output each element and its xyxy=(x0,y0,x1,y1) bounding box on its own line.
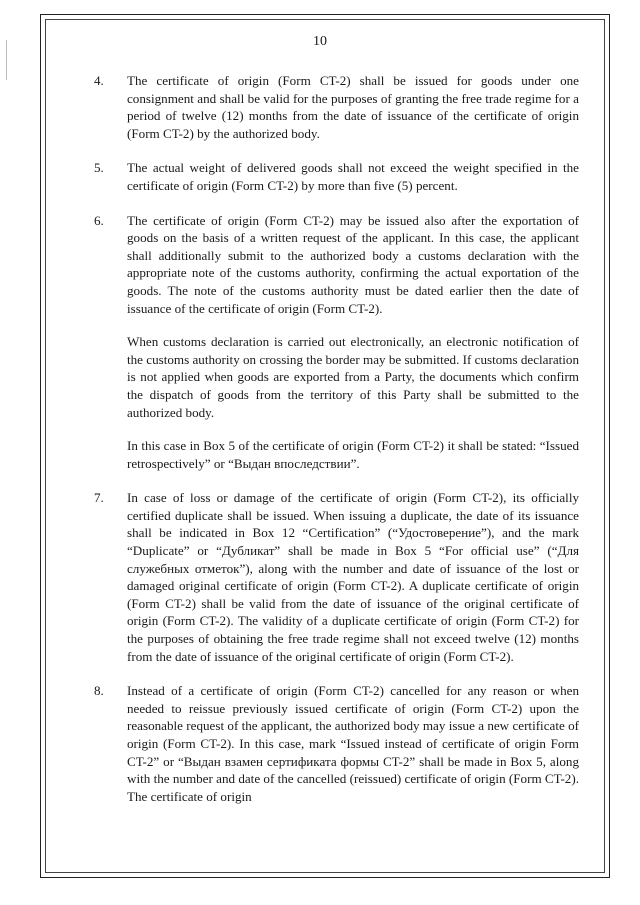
clause-number: 4. xyxy=(94,73,104,88)
clause-number: 8. xyxy=(94,683,104,699)
clause-7 xyxy=(94,489,579,665)
clause-number: 7. xyxy=(94,490,104,506)
clause-8 xyxy=(94,682,579,805)
clause-4 xyxy=(94,72,579,142)
clause-paragraph: Instead of a certificate of origin (Form CT-2) cancelled for any reason or when needed to reissue previously issued certificate of origin (Form CT-2) upon the reasonable request of the applicant, the authorized body may issue a new certificate of origin (Form CT-2). In this case, mark “Issued instead of certificate of origin Form CT-2” or “Выдан взамен сертификата формы CT-2” shall be made in Box 5, along with the number and date of the cancelled (reissued) certificate of origin (Form CT-2). The certificate of origin xyxy=(127,683,579,804)
clause-paragraph: The certificate of origin (Form CT-2) shall be issued for goods under one consignment and shall be valid for the purposes of granting the free trade regime for a period of twelve (12) months from the date of issuance of the certificate of origin (Form CT-2) by the authorized body. xyxy=(127,73,579,141)
clause-paragraph: In this case in Box 5 of the certificate of origin (Form CT-2) it shall be stated: “Issued retrospectively” or “Выдан впоследствии”. xyxy=(127,438,579,471)
clause-6 xyxy=(94,212,579,473)
clause-paragraph: The certificate of origin (Form CT-2) may be issued also after the exportation of goods on the basis of a written request of the applicant. In this case, the applicant shall additionally submit to the authorized body a customs declaration with the appropriate note of the customs authority, confirming the actual exportation of the goods. The note of the customs authority must be dated earlier then the date of issuance of the certificate of origin (Form CT-2). xyxy=(127,212,579,316)
clause-number: 6. xyxy=(94,212,104,228)
page-number: 10 xyxy=(313,34,327,49)
clause-5 xyxy=(94,159,579,194)
clause-paragraph: The actual weight of delivered goods shall not exceed the weight specified in the certificate of origin (Form CT-2) by more than five (5) percent. xyxy=(127,160,579,193)
clause-paragraph: When customs declaration is carried out electronically, an electronic notification of the customs authority on crossing the border may be submitted. If customs declaration is not applied when goods are exported from a Party, the documents which confirm the dispatch of goods from the territory of this Party shall be submitted to the authorized body. xyxy=(127,334,579,420)
document-body xyxy=(94,72,579,822)
clause-number: 5. xyxy=(94,160,104,176)
clause-paragraph: In case of loss or damage of the certificate of origin (Form CT-2), its officially certified duplicate shall be issued. When issuing a duplicate, the date of its issuance shall be indicated in Box 12 “Certification” (“Удостоверение”), and the mark “Duplicate” or “Дубликат” shall be made in Box 5 “For official use” (“Для служебных отметок”), along with the number and date of issuance of the lost or damaged original certificate of origin (Form CT-2). A duplicate certificate of origin (Form CT-2) shall be valid from the date of issuance of the original certificate of origin (Form CT-2). The validity of a duplicate certificate of origin (Form CT-2) for the purposes of obtaining the free trade regime shall not exceed twelve (12) months from the date of issuance of the original certificate of origin (Form CT-2). xyxy=(127,490,579,664)
